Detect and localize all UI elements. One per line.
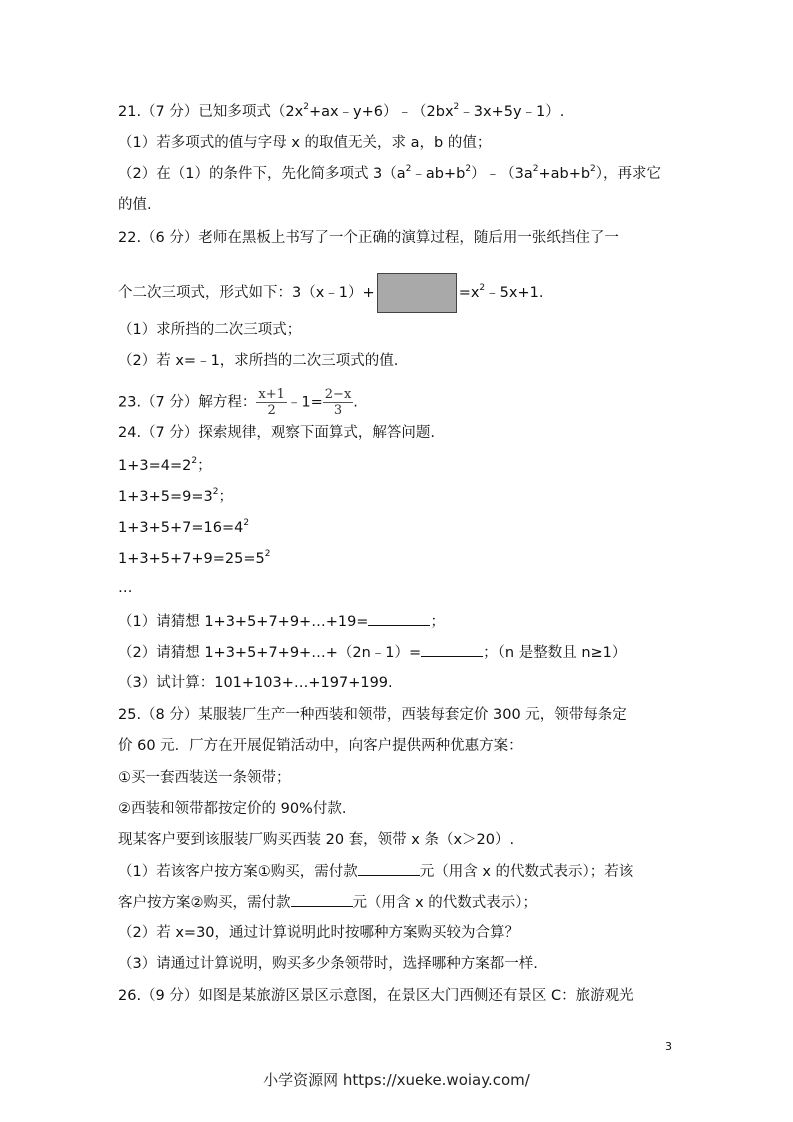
text-segment: ﹣1=: [286, 394, 323, 411]
text-line: [118, 642, 626, 663]
text-line: [118, 102, 564, 122]
text-segment: 元（用含 x 的代数式表示）；: [352, 895, 538, 911]
text-segment: 元（用含 x 的代数式表示）；若该: [419, 864, 634, 880]
text-segment: =x: [458, 285, 480, 301]
text-segment: （1）若该客户按方案①购买，需付款: [118, 864, 358, 880]
page-number: 3: [665, 1040, 672, 1053]
text-segment: 26.（9 分）如图是某旅游区景区示意图，在景区大门西侧还有景区 C：旅游观光: [118, 988, 634, 1004]
text-line: [118, 195, 152, 215]
text-segment: （3）请通过计算说明，购买多少条领带时，选择哪种方案都一样.: [118, 956, 538, 972]
text-line: [118, 892, 537, 913]
text-segment: ②西装和领带都按定价的 90%付款.: [118, 801, 347, 817]
text-segment: （2）在（1）的条件下，先化简多项式 3（a: [118, 166, 406, 182]
text-segment: 1+3+5=9=3: [118, 489, 213, 505]
text-segment: ﹣5x+1.: [485, 285, 544, 301]
text-line: [118, 164, 661, 184]
text-segment: 24.（7 分）探索规律，观察下面算式，解答问题.: [118, 425, 436, 441]
text-segment: （2）若 x=30，通过计算说明此时按哪种方案购买较为合算？: [118, 925, 520, 941]
text-segment: ﹣ab+b: [411, 166, 466, 182]
superscript: 2: [590, 164, 596, 174]
text-segment: （2）若 x=﹣1，求所挡的二次三项式的值.: [118, 353, 399, 369]
text-segment: 现某客户要到该服装厂购买西装 20 套，领带 x 条（x＞20）.: [118, 832, 515, 848]
text-segment: （1）若多项式的值与字母 x 的取值无关，求 a，b 的值；: [118, 135, 492, 151]
text-segment: +ab+b: [538, 166, 591, 182]
answer-blank: [291, 892, 353, 907]
text-line: [118, 986, 634, 1006]
numerator: 2−x: [324, 387, 352, 402]
text-line: [118, 736, 523, 756]
text-segment: ；（n 是整数且 n≥1）: [483, 645, 627, 661]
text-segment: ；: [218, 489, 233, 505]
text-segment: （2）请猜想 1+3+5+7+9+…+（2n﹣1）=: [118, 645, 422, 661]
text-line: [118, 320, 301, 340]
fraction: [256, 387, 287, 418]
text-line: [118, 228, 619, 248]
text-segment: （3）试计算：101+103+…+197+199.: [118, 675, 393, 691]
text-line: [118, 133, 491, 153]
text-line: [118, 549, 270, 569]
text-line: [118, 673, 393, 693]
denominator: 3: [333, 403, 343, 418]
text-line: [118, 830, 514, 850]
superscript: 2: [405, 164, 412, 174]
text-line: [118, 861, 633, 882]
text-line: [118, 954, 538, 974]
answer-blank: [421, 642, 483, 657]
text-segment: 25.（8 分）某服装厂生产一种西装和领带，西装每套定价 300 元，领带每条定: [118, 707, 627, 723]
text-line: [118, 387, 358, 418]
superscript: 2: [191, 456, 198, 466]
text-segment: 个二次三项式，形式如下：3（x﹣1）+: [118, 285, 375, 301]
superscript: 2: [532, 164, 539, 174]
text-segment: ；: [430, 614, 445, 630]
superscript: 2: [465, 164, 472, 174]
numerator: x+1: [258, 387, 285, 402]
text-segment: ﹣3x+5y﹣1）.: [459, 104, 565, 120]
text-segment: 的值.: [118, 197, 152, 213]
text-segment: 1+3+5+7+9=25=5: [118, 551, 265, 567]
covered-paper-box: [377, 273, 457, 313]
text-line: [118, 487, 233, 507]
answer-blank: [358, 861, 420, 876]
text-line: [118, 456, 212, 476]
text-segment: 23.（7 分）解方程：: [118, 394, 257, 411]
superscript: 2: [212, 487, 219, 497]
text-line: [118, 768, 291, 788]
superscript: 2: [479, 283, 486, 293]
text-line: [118, 611, 445, 632]
text-segment: 1+3=4=2: [118, 458, 192, 474]
text-segment: …: [118, 580, 133, 596]
text-segment: 价 60 元．厂方在开展促销活动中，向客户提供两种优惠方案：: [118, 738, 523, 754]
superscript: 2: [243, 518, 250, 528]
fraction: [323, 387, 354, 418]
answer-blank: [368, 611, 430, 626]
text-segment: ①买一套西装送一条领带；: [118, 770, 291, 786]
text-segment: 21.（7 分）已知多项式（2x: [118, 104, 304, 120]
text-segment: ），再求它: [595, 166, 662, 182]
text-line: [118, 923, 519, 943]
footer-watermark: 小学资源网 https://xueke.woiay.com/: [263, 1071, 530, 1089]
text-line: [118, 518, 249, 538]
text-segment: （1）请猜想 1+3+5+7+9+…+19=: [118, 614, 369, 630]
text-line: [118, 578, 133, 598]
superscript: 2: [264, 549, 271, 559]
text-line: [118, 273, 543, 313]
text-segment: ）﹣（3a: [471, 166, 533, 182]
text-line: [118, 423, 435, 443]
text-segment: 1+3+5+7=16=4: [118, 520, 244, 536]
superscript: 2: [303, 102, 309, 112]
text-segment: 22.（6 分）老师在黑板上书写了一个正确的演算过程，随后用一张纸挡住了一: [118, 230, 619, 246]
text-line: [118, 799, 346, 819]
text-segment: 客户按方案②购买，需付款: [118, 895, 291, 911]
text-segment: +ax﹣y+6）﹣（2bx: [308, 104, 454, 120]
text-line: [118, 351, 398, 371]
superscript: 2: [453, 102, 460, 112]
text-segment: .: [353, 394, 358, 411]
text-line: [118, 705, 627, 725]
text-segment: ；: [197, 458, 212, 474]
text-segment: （1）求所挡的二次三项式；: [118, 322, 302, 338]
denominator: 2: [267, 403, 276, 418]
